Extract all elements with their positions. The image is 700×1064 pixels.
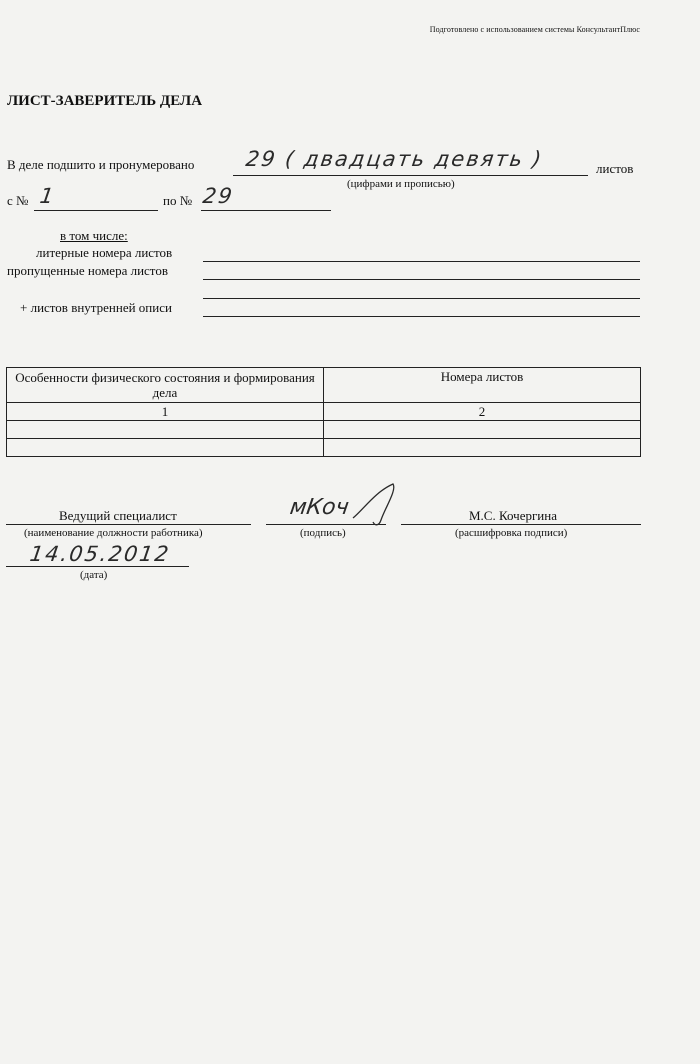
range-from-label: с № <box>7 193 29 208</box>
range-from-underline <box>34 210 158 211</box>
table-cell <box>324 421 641 439</box>
inner-inventory-label: + листов внутренней описи <box>20 300 172 315</box>
table-number-row <box>7 403 641 421</box>
date-value: 14.05.2012 <box>28 542 172 566</box>
sign-hint: (подпись) <box>300 527 346 539</box>
extra-line <box>203 298 640 299</box>
including-label: в том числе: <box>60 228 128 243</box>
table-row <box>7 439 641 457</box>
consultant-plus-note: Подготовлено с использованием системы КонсультантПлюс <box>429 25 640 34</box>
range-from-value: 1 <box>38 184 58 208</box>
name-hint: (расшифровка подписи) <box>455 527 568 539</box>
range-to-underline <box>201 210 331 211</box>
table-header-pages: Номера листов <box>324 368 641 403</box>
range-to-value: 29 <box>201 184 236 208</box>
table-header-condition: Особенности физического состояния и формирования дела <box>7 368 324 403</box>
name-line <box>401 524 641 525</box>
filed-underline <box>233 175 588 176</box>
position-hint: (наименование должности работника) <box>24 527 203 539</box>
filed-suffix: листов <box>596 161 634 176</box>
filed-value: 29 ( двадцать девять ) <box>244 147 545 171</box>
document-title: ЛИСТ-ЗАВЕРИТЕЛЬ ДЕЛА <box>7 93 203 109</box>
table-cell <box>324 439 641 457</box>
signature-flourish <box>345 480 405 530</box>
position-value: Ведущий специалист <box>59 508 177 523</box>
letter-pages-label: литерные номера листов <box>36 245 173 260</box>
letter-pages-line <box>203 261 640 262</box>
date-line <box>6 566 189 567</box>
filed-label: В деле подшито и пронумеровано <box>7 157 195 172</box>
filed-hint: (цифрами и прописью) <box>347 178 455 190</box>
table-cell <box>7 421 324 439</box>
table-colnum-1: 1 <box>7 403 324 421</box>
condition-table <box>6 367 641 457</box>
handwritten-signature: мКоч <box>288 495 351 520</box>
date-hint: (дата) <box>80 569 108 581</box>
missing-pages-line <box>203 279 640 280</box>
table-header-row <box>7 368 641 403</box>
range-to-label: по № <box>163 193 193 208</box>
missing-pages-label: пропущенные номера листов <box>7 263 168 278</box>
position-line <box>6 524 251 525</box>
name-value: М.С. Кочергина <box>469 508 557 523</box>
table-row <box>7 421 641 439</box>
table-cell <box>7 439 324 457</box>
table-colnum-2: 2 <box>324 403 641 421</box>
inner-inventory-line <box>203 316 640 317</box>
